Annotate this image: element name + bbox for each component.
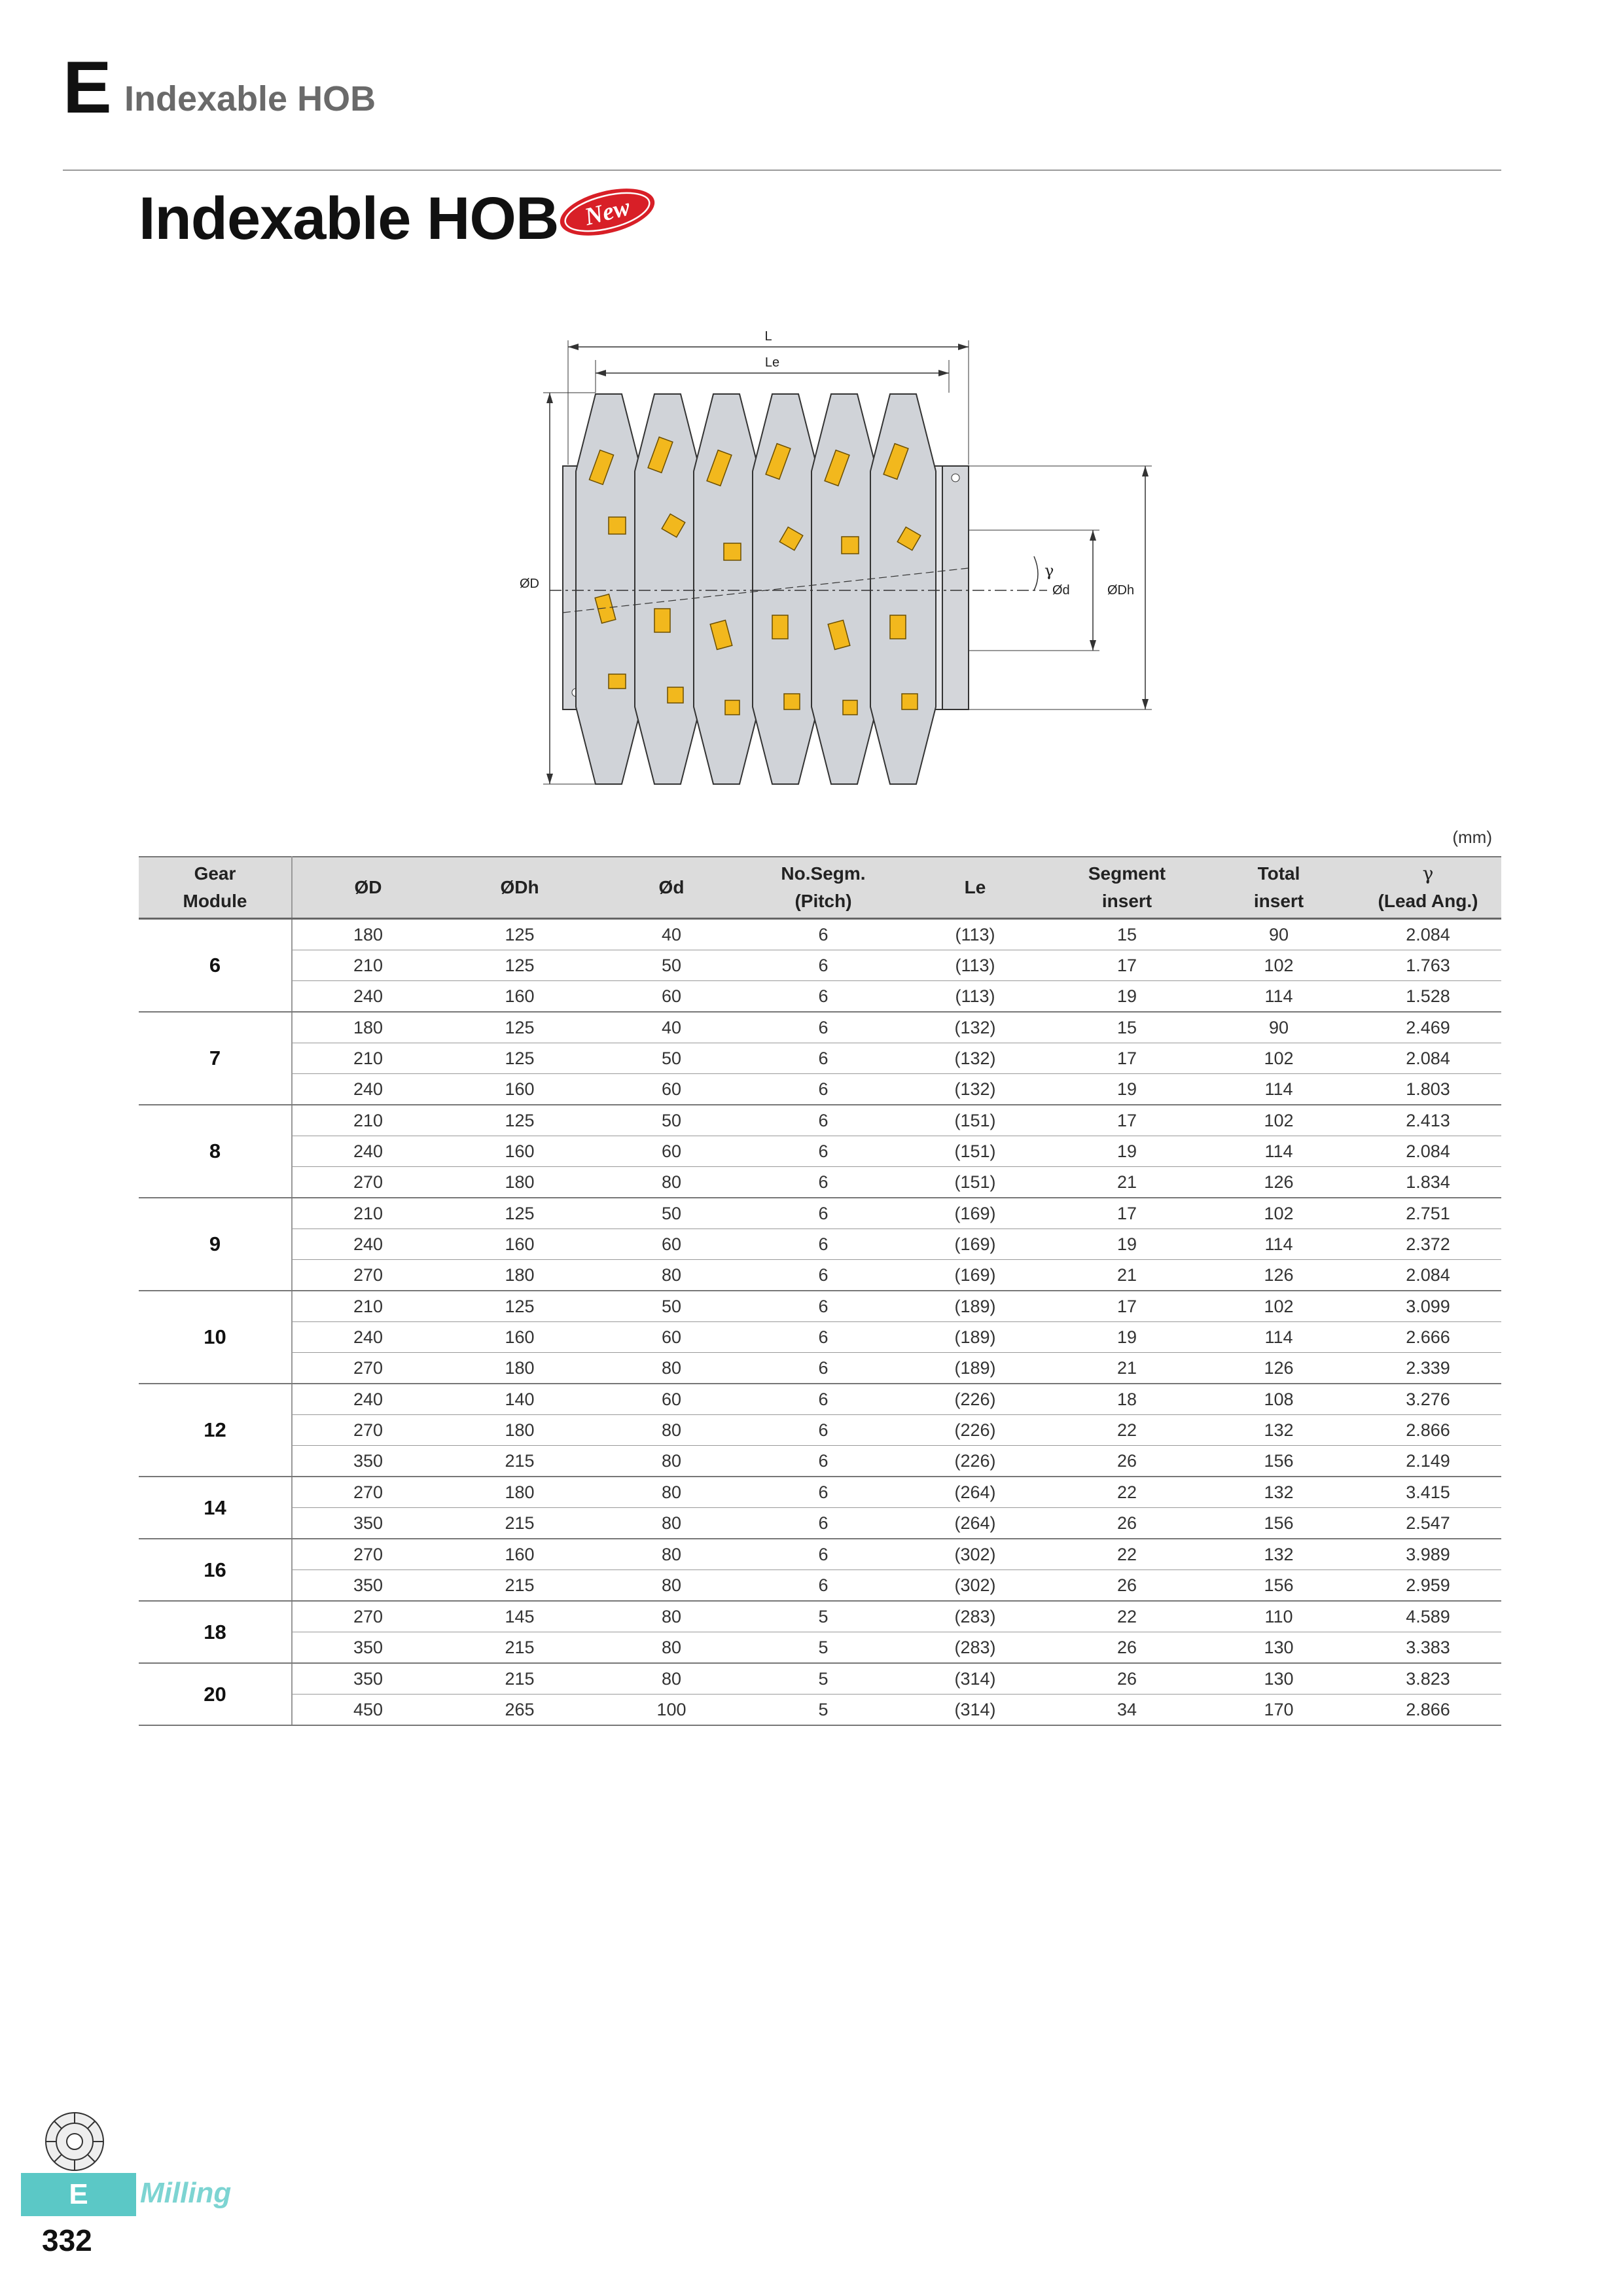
gear-module-cell: 20: [139, 1663, 292, 1725]
table-cell: (283): [899, 1632, 1051, 1664]
table-cell: 6: [747, 1353, 899, 1384]
table-row: [139, 1012, 1501, 1043]
table-cell: 80: [596, 1601, 747, 1632]
table-cell: 215: [444, 1632, 596, 1664]
table-cell: 270: [292, 1539, 444, 1570]
table-cell: 140: [444, 1384, 596, 1415]
table-cell: (113): [899, 981, 1051, 1013]
table-cell: 114: [1203, 1322, 1355, 1353]
table-cell: 2.149: [1355, 1446, 1501, 1477]
table-row: [139, 1260, 1501, 1291]
table-row: [139, 1570, 1501, 1602]
table-cell: 215: [444, 1446, 596, 1477]
table-cell: (113): [899, 919, 1051, 950]
table-cell: (302): [899, 1570, 1051, 1602]
table-cell: (189): [899, 1322, 1051, 1353]
table-row: [139, 1074, 1501, 1105]
table-cell: 60: [596, 1136, 747, 1167]
table-cell: (151): [899, 1167, 1051, 1198]
table-cell: 3.099: [1355, 1291, 1501, 1322]
table-cell: 26: [1051, 1663, 1203, 1695]
table-cell: 6: [747, 1229, 899, 1260]
table-cell: (226): [899, 1384, 1051, 1415]
table-cell: (113): [899, 950, 1051, 981]
table-cell: 132: [1203, 1539, 1355, 1570]
table-cell: 126: [1203, 1167, 1355, 1198]
table-cell: 6: [747, 1043, 899, 1074]
col-header-lead-angle: γ (Lead Ang.): [1355, 857, 1501, 919]
dim-Le-label: Le: [764, 355, 780, 370]
table-cell: (132): [899, 1074, 1051, 1105]
table-row: [139, 1539, 1501, 1570]
table-cell: 6: [747, 1322, 899, 1353]
table-cell: 40: [596, 1012, 747, 1043]
table-cell: 270: [292, 1353, 444, 1384]
table-cell: (283): [899, 1601, 1051, 1632]
table-cell: 160: [444, 981, 596, 1013]
table-cell: 21: [1051, 1260, 1203, 1291]
table-cell: 210: [292, 950, 444, 981]
table-cell: 5: [747, 1632, 899, 1664]
table-cell: (314): [899, 1695, 1051, 1726]
table-cell: 125: [444, 1043, 596, 1074]
table-cell: 240: [292, 1229, 444, 1260]
table-row: [139, 1384, 1501, 1415]
table-row: [139, 1291, 1501, 1322]
table-cell: 3.989: [1355, 1539, 1501, 1570]
table-cell: 22: [1051, 1539, 1203, 1570]
table-row: [139, 1695, 1501, 1726]
table-cell: 2.866: [1355, 1415, 1501, 1446]
table-cell: 126: [1203, 1260, 1355, 1291]
table-cell: 80: [596, 1663, 747, 1695]
gear-module-cell: 7: [139, 1012, 292, 1105]
new-badge: [555, 178, 660, 243]
table-cell: 6: [747, 950, 899, 981]
dim-d-label: Ød: [1052, 583, 1070, 598]
table-cell: 6: [747, 1539, 899, 1570]
table-cell: 2.413: [1355, 1105, 1501, 1136]
table-cell: 180: [292, 919, 444, 950]
table-cell: (169): [899, 1198, 1051, 1229]
table-cell: 160: [444, 1136, 596, 1167]
table-cell: 17: [1051, 950, 1203, 981]
table-cell: 6: [747, 1167, 899, 1198]
table-cell: 26: [1051, 1570, 1203, 1602]
table-cell: 102: [1203, 950, 1355, 981]
table-cell: 170: [1203, 1695, 1355, 1726]
table-cell: 50: [596, 1198, 747, 1229]
table-cell: 126: [1203, 1353, 1355, 1384]
table-cell: (151): [899, 1136, 1051, 1167]
table-cell: 22: [1051, 1601, 1203, 1632]
section-letter: E: [63, 46, 112, 128]
table-cell: 215: [444, 1570, 596, 1602]
table-cell: (132): [899, 1012, 1051, 1043]
table-row: [139, 1477, 1501, 1508]
table-cell: 160: [444, 1322, 596, 1353]
table-cell: 22: [1051, 1415, 1203, 1446]
table-cell: 18: [1051, 1384, 1203, 1415]
table-cell: 2.084: [1355, 1136, 1501, 1167]
table-cell: 125: [444, 1291, 596, 1322]
table-cell: 180: [444, 1415, 596, 1446]
gear-module-cell: 10: [139, 1291, 292, 1384]
table-cell: 180: [444, 1260, 596, 1291]
hob-drawing: [510, 321, 1165, 812]
table-cell: 240: [292, 1136, 444, 1167]
col-header-total-insert: Total insert: [1203, 857, 1355, 919]
table-cell: 60: [596, 1229, 747, 1260]
table-cell: 114: [1203, 1229, 1355, 1260]
dim-D-label: ØD: [520, 577, 539, 591]
table-cell: 180: [292, 1012, 444, 1043]
table-cell: 6: [747, 981, 899, 1013]
table-cell: 6: [747, 1260, 899, 1291]
table-cell: 240: [292, 1384, 444, 1415]
table-cell: 17: [1051, 1291, 1203, 1322]
table-cell: 215: [444, 1663, 596, 1695]
table-cell: 60: [596, 1384, 747, 1415]
table-cell: 2.084: [1355, 1043, 1501, 1074]
table-cell: 160: [444, 1539, 596, 1570]
page-title: Indexable HOB: [139, 185, 559, 252]
table-cell: 114: [1203, 1136, 1355, 1167]
table-cell: 80: [596, 1539, 747, 1570]
table-cell: 2.666: [1355, 1322, 1501, 1353]
table-cell: 26: [1051, 1632, 1203, 1664]
table-cell: 350: [292, 1570, 444, 1602]
dim-L-label: L: [764, 329, 772, 344]
table-cell: 156: [1203, 1446, 1355, 1477]
table-cell: (169): [899, 1260, 1051, 1291]
table-cell: 6: [747, 1508, 899, 1539]
table-cell: 6: [747, 1477, 899, 1508]
table-cell: 19: [1051, 1322, 1203, 1353]
gear-module-cell: 12: [139, 1384, 292, 1477]
table-cell: 6: [747, 1570, 899, 1602]
table-header-row: [139, 857, 1501, 919]
table-cell: 2.469: [1355, 1012, 1501, 1043]
table-cell: 130: [1203, 1632, 1355, 1664]
hob-teeth: [576, 394, 936, 784]
table-cell: 60: [596, 981, 747, 1013]
table-cell: 350: [292, 1663, 444, 1695]
table-cell: 80: [596, 1477, 747, 1508]
table-cell: 210: [292, 1105, 444, 1136]
table-cell: (314): [899, 1663, 1051, 1695]
col-header-Dh: ØDh: [444, 857, 596, 919]
table-cell: 350: [292, 1508, 444, 1539]
table-cell: 102: [1203, 1043, 1355, 1074]
section-name: Milling: [140, 2177, 232, 2209]
table-cell: 19: [1051, 1229, 1203, 1260]
table-cell: 17: [1051, 1105, 1203, 1136]
table-cell: 80: [596, 1415, 747, 1446]
table-cell: (264): [899, 1508, 1051, 1539]
table-cell: 50: [596, 1105, 747, 1136]
gear-module-cell: 6: [139, 919, 292, 1013]
table-cell: (302): [899, 1539, 1051, 1570]
gear-module-cell: 8: [139, 1105, 292, 1198]
table-cell: 270: [292, 1601, 444, 1632]
new-badge-text: New: [582, 193, 633, 231]
table-cell: 80: [596, 1446, 747, 1477]
table-row: [139, 1601, 1501, 1632]
col-header-d: Ød: [596, 857, 747, 919]
table-cell: 114: [1203, 981, 1355, 1013]
table-cell: 130: [1203, 1663, 1355, 1695]
table-row: [139, 1167, 1501, 1198]
table-row: [139, 1136, 1501, 1167]
col-header-D: ØD: [292, 857, 444, 919]
table-cell: 450: [292, 1695, 444, 1726]
table-cell: (226): [899, 1415, 1051, 1446]
table-cell: 1.803: [1355, 1074, 1501, 1105]
table-cell: 270: [292, 1415, 444, 1446]
table-cell: 6: [747, 1384, 899, 1415]
hob-thumbnail-icon: [42, 2109, 107, 2174]
dim-Dh-label: ØDh: [1107, 583, 1135, 598]
table-cell: 180: [444, 1167, 596, 1198]
section-tab: E: [21, 2173, 136, 2216]
table-cell: (226): [899, 1446, 1051, 1477]
table-cell: 210: [292, 1198, 444, 1229]
table-cell: 102: [1203, 1105, 1355, 1136]
table-cell: 240: [292, 1074, 444, 1105]
table-cell: 102: [1203, 1198, 1355, 1229]
table-cell: 4.589: [1355, 1601, 1501, 1632]
table-cell: 26: [1051, 1446, 1203, 1477]
table-cell: 17: [1051, 1043, 1203, 1074]
table-cell: 19: [1051, 1074, 1203, 1105]
table-cell: 6: [747, 1012, 899, 1043]
table-cell: 180: [444, 1477, 596, 1508]
table-row: [139, 1105, 1501, 1136]
table-cell: (189): [899, 1353, 1051, 1384]
table-cell: 102: [1203, 1291, 1355, 1322]
table-cell: 270: [292, 1167, 444, 1198]
table-cell: 210: [292, 1291, 444, 1322]
table-cell: 90: [1203, 919, 1355, 950]
table-cell: 3.383: [1355, 1632, 1501, 1664]
table-cell: 60: [596, 1074, 747, 1105]
table-cell: 80: [596, 1260, 747, 1291]
table-row: [139, 1198, 1501, 1229]
table-cell: 125: [444, 919, 596, 950]
table-cell: 80: [596, 1632, 747, 1664]
table-cell: 6: [747, 919, 899, 950]
table-row: [139, 1229, 1501, 1260]
table-cell: 5: [747, 1601, 899, 1632]
table-cell: 21: [1051, 1167, 1203, 1198]
table-cell: 26: [1051, 1508, 1203, 1539]
table-cell: 210: [292, 1043, 444, 1074]
table-row: [139, 950, 1501, 981]
table-cell: 2.084: [1355, 1260, 1501, 1291]
table-cell: 3.823: [1355, 1663, 1501, 1695]
table-cell: 2.339: [1355, 1353, 1501, 1384]
col-header-segment-insert: Segment insert: [1051, 857, 1203, 919]
table-cell: 15: [1051, 1012, 1203, 1043]
table-cell: 80: [596, 1570, 747, 1602]
table-cell: 125: [444, 950, 596, 981]
table-cell: 3.415: [1355, 1477, 1501, 1508]
table-cell: 34: [1051, 1695, 1203, 1726]
table-cell: 2.959: [1355, 1570, 1501, 1602]
spec-table: [139, 856, 1501, 1726]
table-cell: 132: [1203, 1415, 1355, 1446]
table-cell: 132: [1203, 1477, 1355, 1508]
table-row: [139, 1322, 1501, 1353]
gear-module-cell: 14: [139, 1477, 292, 1539]
col-header-segments: No.Segm. (Pitch): [747, 857, 899, 919]
table-cell: 1.528: [1355, 981, 1501, 1013]
table-cell: 2.372: [1355, 1229, 1501, 1260]
gear-module-cell: 16: [139, 1539, 292, 1601]
table-cell: 50: [596, 1291, 747, 1322]
table-cell: 114: [1203, 1074, 1355, 1105]
table-row: [139, 1446, 1501, 1477]
table-cell: 350: [292, 1446, 444, 1477]
gear-module-cell: 18: [139, 1601, 292, 1663]
table-cell: 270: [292, 1477, 444, 1508]
table-row: [139, 919, 1501, 950]
table-cell: (189): [899, 1291, 1051, 1322]
table-cell: 160: [444, 1074, 596, 1105]
table-cell: 19: [1051, 981, 1203, 1013]
table-row: [139, 1663, 1501, 1695]
table-cell: 160: [444, 1229, 596, 1260]
table-cell: 2.547: [1355, 1508, 1501, 1539]
col-header-Le: Le: [899, 857, 1051, 919]
table-cell: 19: [1051, 1136, 1203, 1167]
dim-gamma-label: γ: [1044, 562, 1054, 580]
page-number: 332: [42, 2223, 92, 2257]
table-cell: 6: [747, 1415, 899, 1446]
table-cell: 6: [747, 1446, 899, 1477]
table-cell: 6: [747, 1074, 899, 1105]
table-cell: 80: [596, 1508, 747, 1539]
table-cell: 90: [1203, 1012, 1355, 1043]
table-cell: 265: [444, 1695, 596, 1726]
table-cell: 215: [444, 1508, 596, 1539]
table-cell: 240: [292, 1322, 444, 1353]
table-cell: 240: [292, 981, 444, 1013]
gear-module-cell: 9: [139, 1198, 292, 1291]
table-row: [139, 1508, 1501, 1539]
table-cell: (169): [899, 1229, 1051, 1260]
table-cell: 125: [444, 1198, 596, 1229]
table-row: [139, 1043, 1501, 1074]
unit-note: (mm): [1452, 827, 1492, 847]
table-cell: 2.084: [1355, 919, 1501, 950]
table-cell: 2.866: [1355, 1695, 1501, 1726]
table-row: [139, 1353, 1501, 1384]
table-cell: 110: [1203, 1601, 1355, 1632]
table-cell: 125: [444, 1012, 596, 1043]
table-cell: 6: [747, 1105, 899, 1136]
table-cell: 1.834: [1355, 1167, 1501, 1198]
table-cell: 40: [596, 919, 747, 950]
table-cell: 350: [292, 1632, 444, 1664]
table-cell: (132): [899, 1043, 1051, 1074]
table-cell: 17: [1051, 1198, 1203, 1229]
table-cell: 156: [1203, 1570, 1355, 1602]
table-cell: (264): [899, 1477, 1051, 1508]
table-cell: 50: [596, 950, 747, 981]
table-cell: 80: [596, 1167, 747, 1198]
table-cell: 270: [292, 1260, 444, 1291]
table-cell: 6: [747, 1136, 899, 1167]
table-cell: 156: [1203, 1508, 1355, 1539]
table-cell: 100: [596, 1695, 747, 1726]
table-cell: 1.763: [1355, 950, 1501, 981]
table-cell: 145: [444, 1601, 596, 1632]
table-cell: (151): [899, 1105, 1051, 1136]
table-row: [139, 1632, 1501, 1664]
table-cell: 15: [1051, 919, 1203, 950]
table-cell: 180: [444, 1353, 596, 1384]
header-divider: [63, 170, 1501, 171]
table-cell: 21: [1051, 1353, 1203, 1384]
table-cell: 60: [596, 1322, 747, 1353]
table-cell: 6: [747, 1198, 899, 1229]
table-cell: 6: [747, 1291, 899, 1322]
table-cell: 125: [444, 1105, 596, 1136]
table-cell: 5: [747, 1663, 899, 1695]
spec-table-body: [139, 919, 1501, 1726]
section-title: Indexable HOB: [124, 79, 376, 118]
table-row: [139, 981, 1501, 1013]
table-cell: 2.751: [1355, 1198, 1501, 1229]
table-cell: 3.276: [1355, 1384, 1501, 1415]
table-row: [139, 1415, 1501, 1446]
table-cell: 5: [747, 1695, 899, 1726]
table-cell: 80: [596, 1353, 747, 1384]
table-cell: 50: [596, 1043, 747, 1074]
col-header-module: Gear Module: [139, 857, 292, 919]
table-cell: 22: [1051, 1477, 1203, 1508]
table-cell: 108: [1203, 1384, 1355, 1415]
